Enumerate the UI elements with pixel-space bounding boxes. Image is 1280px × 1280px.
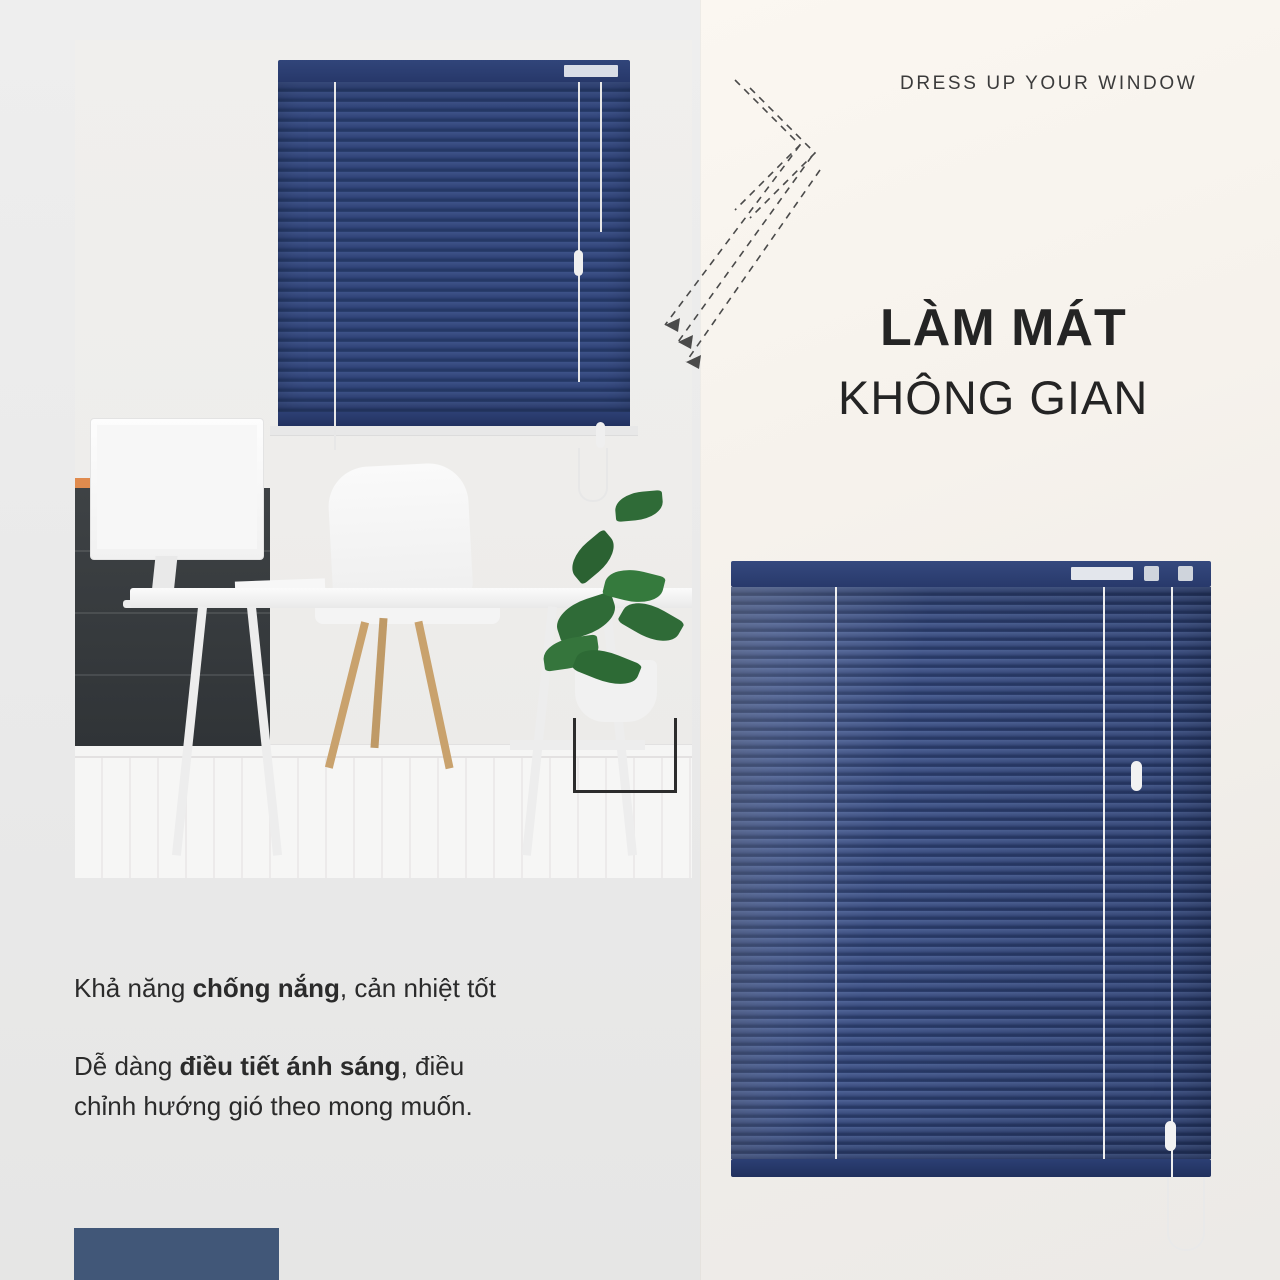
product-cord-tassel-lower — [1165, 1121, 1176, 1151]
monitor-screen — [97, 425, 257, 549]
blind-cord-left — [334, 82, 336, 450]
product-brand-label — [1071, 567, 1133, 580]
body-1-prefix: Khả năng — [74, 973, 193, 1003]
body-2-suffix: , điều — [400, 1051, 465, 1081]
double-chevron-arrows-icon — [640, 70, 830, 400]
blind-cord-loop — [578, 448, 608, 502]
office-chair-back — [327, 461, 474, 603]
headline-line-1: LÀM MÁT — [880, 299, 1127, 357]
headline-line-2: KHÔNG GIAN — [838, 371, 1149, 424]
cabinet-drawer-line — [75, 674, 270, 676]
blind-brand-label — [564, 65, 618, 77]
blind-cord-right-short — [600, 82, 602, 232]
product-cord-left — [835, 587, 837, 1159]
blind-cord-right-long — [578, 82, 580, 382]
room-window-blind — [278, 60, 630, 435]
body-2-line-2: chỉnh hướng gió theo mong muốn. — [74, 1091, 473, 1122]
blind-cord-tassel-lower — [596, 422, 605, 448]
product-blind-headrail — [731, 561, 1211, 587]
window-sill — [270, 426, 638, 436]
product-tilt-knob — [1144, 566, 1159, 581]
product-cord-knob — [1178, 566, 1193, 581]
body-paragraph-2 — [74, 1046, 614, 1127]
body-2-bold: điều tiết ánh sáng — [179, 1051, 401, 1081]
tagline: DRESS UP YOUR WINDOW — [900, 73, 1198, 94]
product-cord-loop — [1167, 1177, 1205, 1251]
blind-cord-tassel-upper — [574, 250, 583, 276]
blind-bottomrail — [278, 412, 630, 426]
body-2-prefix: Dễ dàng — [74, 1051, 180, 1081]
blind-headrail — [278, 60, 630, 82]
body-paragraph-1 — [74, 968, 496, 1008]
cabinet-drawer-line — [75, 612, 270, 614]
plant-stand — [573, 718, 677, 793]
room-photo — [75, 40, 692, 878]
product-cord-tassel-upper — [1131, 761, 1142, 791]
product-blind-bottomrail — [731, 1159, 1211, 1177]
body-1-suffix: , cản nhiệt tốt — [339, 973, 496, 1003]
product-cord-mid — [1103, 587, 1105, 1159]
product-cord-right — [1171, 587, 1173, 1177]
body-1-bold: chống nắng — [192, 973, 340, 1003]
desktop-monitor — [90, 418, 264, 560]
product-blind-slats — [731, 587, 1211, 1159]
bottom-accent-bar — [74, 1228, 279, 1280]
product-blind — [731, 561, 1211, 1183]
